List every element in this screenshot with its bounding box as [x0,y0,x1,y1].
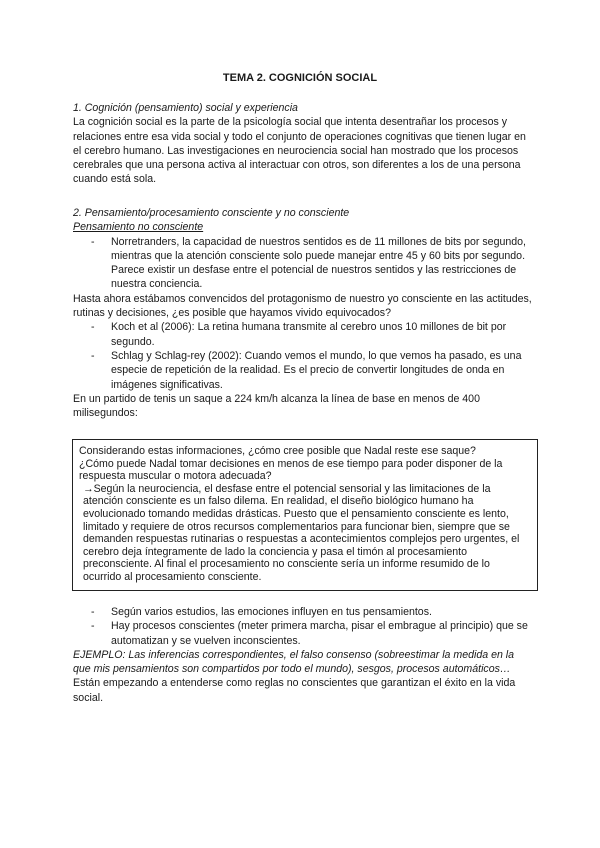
list-item-text: Norretranders, la capacidad de nuestros sentidos es de 11 millones de bits por segundo, mientras que la atención consciente solo puede manejar entre 45 y 60 bits por segundo. Parece existir un desfase entre el potencial de nuestros sentidos y las restricciones de nuestra conciencia. [111,235,526,291]
example-paragraph: EJEMPLO: Las inferencias correspondientes, el falso consenso (sobreestimar la medida en la que mis pensamientos son compartidos por todo el mundo), sesgos, procesos automáticos… [73,648,515,676]
list-item-text: Koch et al (2006): La retina humana transmite al cerebro unos 10 millones de bit por segundo. [111,321,507,348]
list-item [91,605,533,619]
list-item-text: Hay procesos conscientes (meter primera marcha, pisar el embrague al principio) que se automatizan y se vuelven inconscientes. [111,620,528,647]
list-item [91,619,533,648]
list-item [91,349,533,392]
section-2-subheading: Pensamiento no consciente [73,221,204,234]
closing-section [73,605,533,705]
bullet-list-1 [73,235,533,292]
section-1-heading: 1. Cognición (pensamiento) social y experiencia [73,102,298,114]
section-2-heading: 2. Pensamiento/procesamiento consciente y no consciente [73,207,350,219]
question-box [72,439,538,591]
box-answer: →Según la neurociencia, el desfase entre el potencial sensorial y las limitaciones de la atención consciente es un falso dilema. En realidad, el diseño biológico humano ha evolucionado tomando medidas drásticas. Puesto que el pensamiento consciente es lento, limitado y requiere de otros recursos complementarios para funcionar bien, siempre que se demanden respuestas rutinarias o respuestas a acontecimientos complejos pero urgentes, el cerebro deja íntegramente de lado la conciencia y pasa el timón al procesamiento preconsciente. Al final el procesamiento no consciente sería un informe resumido de lo ocurrido al procesamiento consciente. [83,482,520,583]
bullet-list-3 [73,605,533,648]
bullet-dash: - [91,620,95,633]
bullet-list-2 [73,320,533,391]
page-title: TEMA 2. COGNICIÓN SOCIAL [222,72,378,84]
section-2-paragraph-2: En un partido de tenis un saque a 224 km/h alcanza la línea de base en menos de 400 milisegundos: [73,392,480,420]
closing-paragraph: Están empezando a entenderse como reglas no conscientes que garantizan el éxito en la vida social. [73,677,516,704]
bullet-dash: - [91,349,95,362]
list-item-text: Schlag y Schlag-rey (2002): Cuando vemos el mundo, lo que vemos ha pasado, es una especie de repetición de la realidad. Es el precio de convertir longitudes de onda en imágenes significativas. [111,349,522,391]
box-question-2: ¿Cómo puede Nadal tomar decisiones en menos de ese tiempo para poder disponer de la respuesta muscular o motora adecuada? [79,457,503,483]
list-item [91,320,533,349]
section-1 [73,101,533,187]
list-item-text: Según varios estudios, las emociones influyen en tus pensamientos. [111,606,432,618]
section-1-paragraph: La cognición social es la parte de la psicología social que intenta desentrañar los procesos y relaciones entre esa vida social y todo el conjunto de operaciones cognitivas que tienen lugar en el cerebro humano. Las investigaciones en neurociencia social han mostrado que los procesos cerebrales que una persona activa al interactuar con otros, son diferentes a los de una persona cuando está sola. [73,116,526,186]
bullet-dash: - [91,321,95,334]
bullet-dash: - [91,606,95,618]
section-2 [73,206,533,420]
bullet-dash: - [91,235,95,248]
box-question-1: Considerando estas informaciones, ¿cómo cree posible que Nadal reste ese saque? [79,445,476,457]
list-item [91,235,533,292]
section-2-paragraph-1: Hasta ahora estábamos convencidos del protagonismo de nuestro yo consciente en las actitudes, rutinas y decisiones, ¿es posible que hayamos vivido equivocados? [73,292,532,320]
